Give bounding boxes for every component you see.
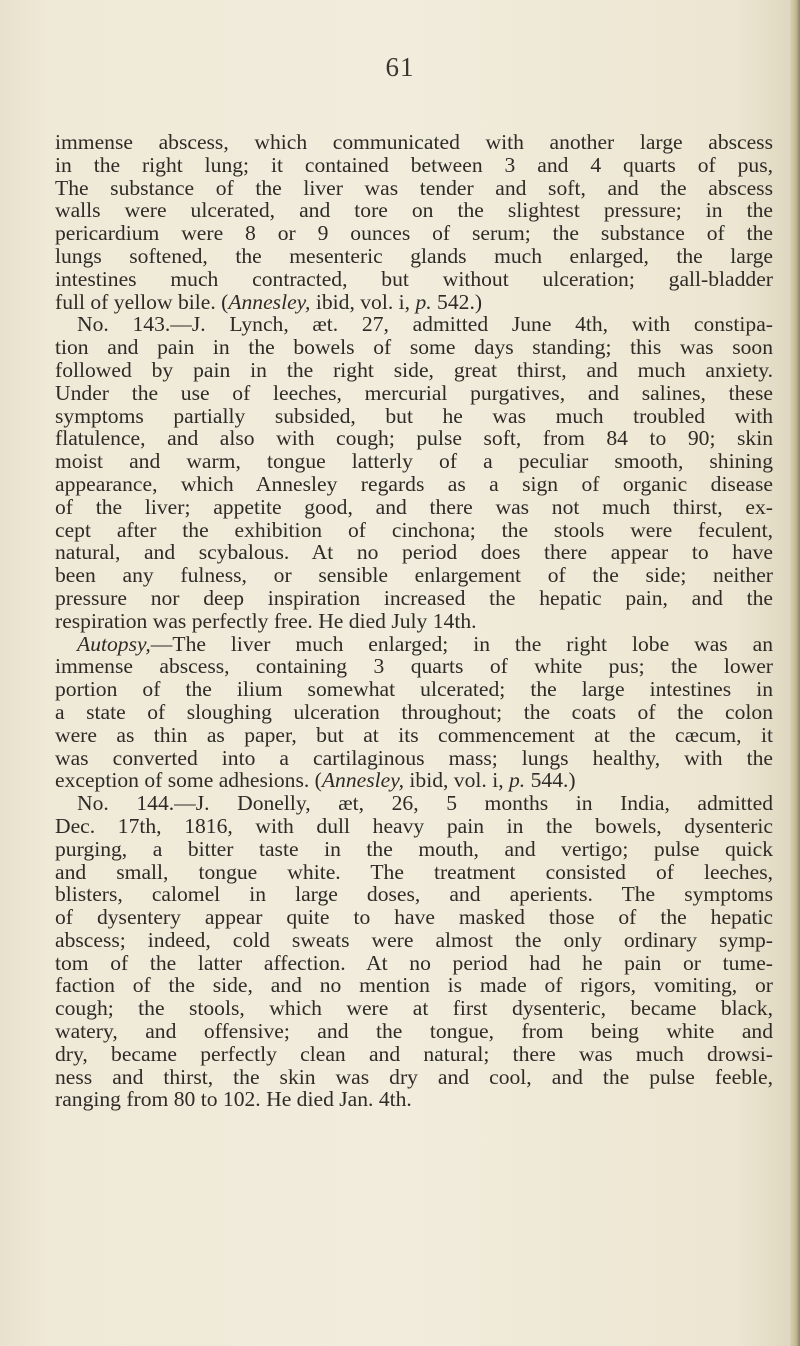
text-line: in the right lung; it contained between 3 and 4 quarts of pus, [55,152,773,177]
text-line: immense abscess, containing 3 quarts of white pus; the lower [55,654,773,679]
paragraph-continuation [55,131,773,313]
text-line: Dec. 17th, 1816, with dull heavy pain in the bowels, dysenteric [55,813,773,838]
text-line: intestines much contracted, but without ulceration; gall-bladder [55,266,773,291]
text-line: Under the use of leeches, mercurial purgatives, and salines, these [55,380,773,405]
body-text [55,131,773,1111]
autopsy-paragraph [55,633,773,793]
text-line: of the liver; appetite good, and there was not much thirst, ex- [55,494,773,519]
text-line: tom of the latter affection. At no period had he pain or tume- [55,950,773,975]
text-line: No. 144.—J. Donelly, æt, 26, 5 months in India, admitted [77,791,773,816]
text-line: abscess; indeed, cold sweats were almost the only ordinary symp- [55,927,773,952]
text-line: respiration was perfectly free. He died July 14th. [55,608,477,633]
text-line: ness and thirst, the skin was dry and cool, and the pulse feeble, [55,1064,773,1089]
text-line: were as thin as paper, but at its commencement at the cæcum, it [55,722,773,747]
text-line-citation: exception of some adhesions. (Annesley, ibid, vol. i, p. 544.) [55,768,576,793]
author-citation: Annesley, [321,768,405,793]
text-line: lungs softened, the mesenteric glands much enlarged, the large [55,243,773,268]
author-citation: Annesley, [228,289,311,314]
text-line: cept after the exhibition of cinchona; the stools were feculent, [55,517,773,542]
case-144 [55,792,773,1111]
case-143 [55,313,773,632]
text-line: cough; the stools, which were at first dysenteric, became black, [55,996,773,1021]
text-line: been any fulness, or sensible enlargement of the side; neither [55,563,773,588]
text-line: pericardium were 8 or 9 ounces of serum; the substance of the [55,221,773,246]
text-line: The substance of the liver was tender and soft, and the abscess [55,175,773,200]
text-line: immense abscess, which communicated with another large abscess [55,130,773,154]
text-line: and small, tongue white. The treatment consisted of leeches, [55,859,773,884]
text-line: moist and warm, tongue latterly of a peculiar smooth, shining [55,449,773,474]
text-line: appearance, which Annesley regards as a sign of organic disease [55,471,773,496]
text-line: Autopsy,—The liver much enlarged; in the right lobe was an [77,631,773,656]
text-line: tion and pain in the bowels of some days standing; this was soon [55,335,773,360]
text-line: ranging from 80 to 102. He died Jan. 4th. [55,1087,412,1112]
text-line: watery, and offensive; and the tongue, from being white and [55,1019,773,1044]
text-line: walls were ulcerated, and tore on the slightest pressure; in the [55,198,773,223]
text-line: portion of the ilium somewhat ulcerated; the large intestines in [55,677,773,702]
text-line: a state of sloughing ulceration throughout; the coats of the colon [55,699,773,724]
text-line: No. 143.—J. Lynch, æt. 27, admitted June 4th, with constipa- [77,312,773,337]
text-line-citation: full of yellow bile. (Annesley, ibid, vol. i, p. 542.) [55,289,483,314]
text-line: symptoms partially subsided, but he was much troubled with [55,403,773,428]
text-line: was converted into a cartilaginous mass; lungs healthy, with the [55,745,773,770]
text-line: of dysentery appear quite to have masked those of the hepatic [55,905,773,930]
text-line: purging, a bitter taste in the mouth, and vertigo; pulse quick [55,836,773,861]
text-line: natural, and scybalous. At no period does there appear to have [55,540,773,565]
text-line: pressure nor deep inspiration increased the hepatic pain, and the [55,585,773,610]
page-number: 61 [385,52,415,82]
text-line: followed by pain in the right side, great thirst, and much anxiety. [55,357,773,382]
autopsy-heading: Autopsy, [77,631,151,656]
page-edge-shadow [790,0,800,1346]
text-line: flatulence, and also with cough; pulse soft, from 84 to 90; skin [55,426,773,451]
text-line: dry, became perfectly clean and natural; there was much drowsi- [55,1041,773,1066]
text-line: faction of the side, and no mention is made of rigors, vomiting, or [55,973,773,998]
text-line: blisters, calomel in large doses, and aperients. The symptoms [55,882,773,907]
